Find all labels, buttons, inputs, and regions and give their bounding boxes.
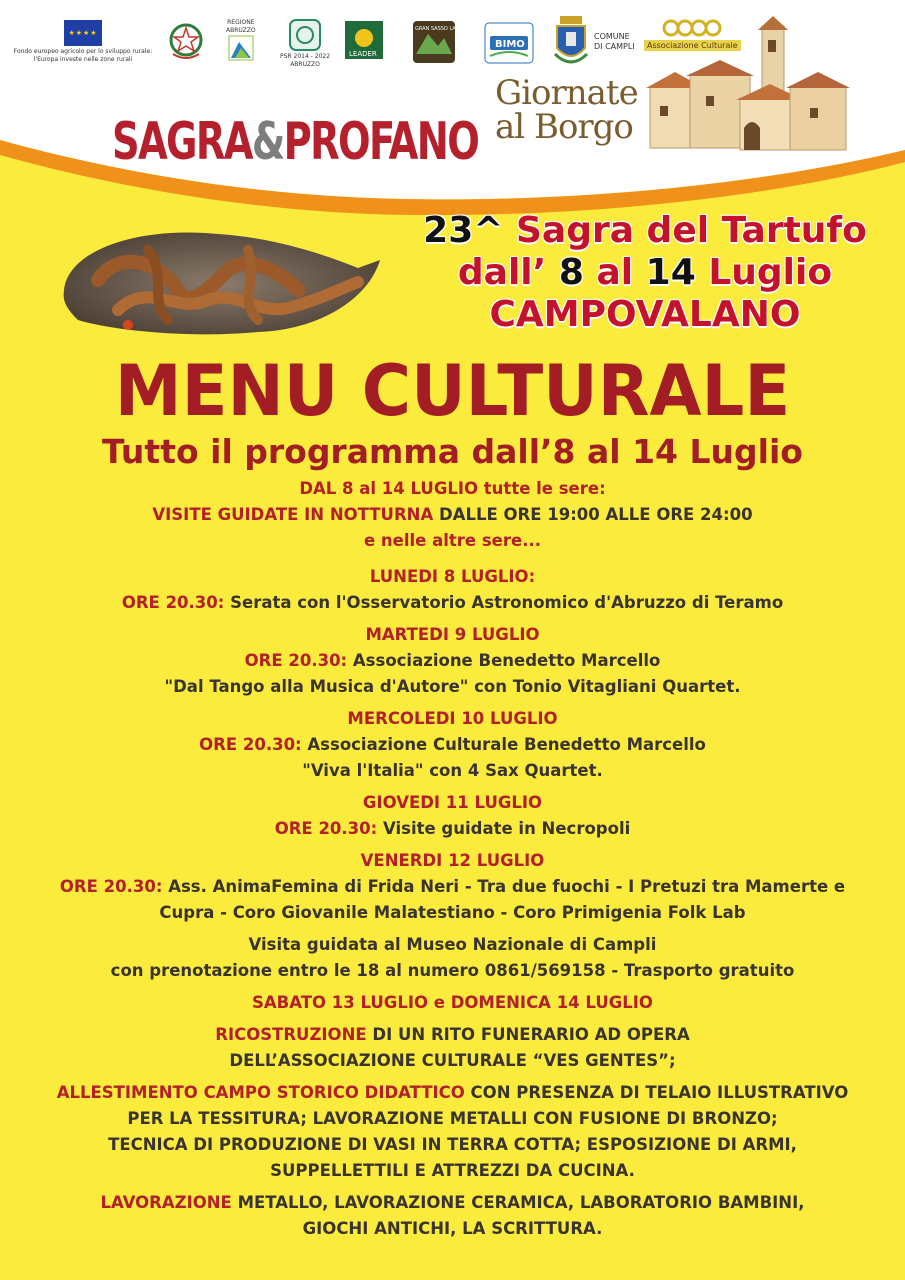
day-heading: VENERDI 12 LUGLIO xyxy=(360,851,545,870)
lavorazione-line: GIOCHI ANTICHI, LA SCRITTURA. xyxy=(302,1219,603,1238)
eu-caption: Fondo europeo agricolo per lo sviluppo rurale: l'Europa investe nelle zone rurali xyxy=(13,48,153,63)
weekend-heading: SABATO 13 LUGLIO e DOMENICA 14 LUGLIO xyxy=(252,993,653,1012)
svg-text:GRAN SASSO LAGA: GRAN SASSO LAGA xyxy=(415,26,463,32)
event-headline xyxy=(410,210,880,336)
day-event-line: ORE 20.30: Associazione Culturale Benedetto Marcello xyxy=(199,735,706,754)
psr-logo: PSR 2014 - 2022 ABRUZZO xyxy=(280,18,330,68)
day-event-line: ORE 20.30: Associazione Benedetto Marcello xyxy=(244,651,661,670)
bimo-logo xyxy=(484,22,534,64)
intro-visits-line: VISITE GUIDATE IN NOTTURNA DALLE ORE 19:00 ALLE ORE 24:00 xyxy=(152,505,753,524)
leader-logo xyxy=(344,20,384,60)
bimo-logo-icon xyxy=(484,22,534,64)
allestimento-line: ALLESTIMENTO CAMPO STORICO DIDATTICO CON PRESENZA DI TELAIO ILLUSTRATIVO xyxy=(56,1083,849,1102)
regione-abruzzo-logo: REGIONE ABRUZZO xyxy=(226,18,256,62)
menu-culturale-title: MENU CULTURALE xyxy=(114,350,791,432)
campli-logo: COMUNE DI CAMPLI xyxy=(552,14,635,68)
svg-text:BIMO: BIMO xyxy=(495,39,525,50)
museo-line: Visita guidata al Museo Nazionale di Campli xyxy=(248,935,657,954)
day-event-line: ORE 20.30: Visite guidate in Necropoli xyxy=(274,819,631,838)
day-heading: MARTEDI 9 LUGLIO xyxy=(365,625,540,644)
day-heading: LUNEDI 8 LUGLIO: xyxy=(369,567,536,586)
allestimento-line: SUPPELLETTILI E ATTREZZI DA CUCINA. xyxy=(270,1161,635,1180)
eu-flag-icon: ★★★★ xyxy=(64,20,102,46)
day-event-line: Cupra - Coro Giovanile Malatestiano - Coro Primigenia Folk Lab xyxy=(159,903,746,922)
allestimento-line: TECNICA DI PRODUZIONE DI VASI IN TERRA COTTA; ESPOSIZIONE DI ARMI, xyxy=(108,1135,797,1154)
lavorazione-line: LAVORAZIONE METALLO, LAVORAZIONE CERAMICA, LABORATORIO BAMBINI, xyxy=(100,1193,805,1212)
italian-republic-emblem-icon xyxy=(168,20,204,62)
day-event-line: "Viva l'Italia" con 4 Sax Quartet. xyxy=(302,761,603,780)
associazione-culturale-logo: Associazione Culturale xyxy=(644,16,741,51)
leader-logo-icon xyxy=(344,20,384,60)
event-dates-line: dall’ 8 al 14 Luglio xyxy=(457,252,833,293)
museo-booking-line: con prenotazione entro le 18 al numero 0861/569158 - Trasporto gratuito xyxy=(110,961,795,980)
day-event-line: ORE 20.30: Serata con l'Osservatorio Astronomico d'Abruzzo di Teramo xyxy=(121,593,784,612)
allestimento-line: PER LA TESSITURA; LAVORAZIONE METALLI CON FUSIONE DI BRONZO; xyxy=(127,1109,778,1128)
event-location: CAMPOVALANO xyxy=(489,294,801,335)
truffle-image xyxy=(58,220,388,340)
giornate-al-borgo-logo: Giornate al Borgo xyxy=(495,73,638,147)
borgo-village-illustration xyxy=(640,16,860,156)
day-event-line: ORE 20.30: Ass. AnimaFemina di Frida Neri - Tra due fuochi - I Pretuzi tra Mamerte e xyxy=(59,877,846,896)
ricostruzione-line: RICOSTRUZIONE DI UN RITO FUNERARIO AD OPERA xyxy=(215,1025,690,1044)
intro-line: DAL 8 al 14 LUGLIO tutte le sere: xyxy=(299,479,606,498)
intro-other-nights: e nelle altre sere... xyxy=(363,531,541,550)
program-section xyxy=(20,476,885,1242)
sagra-profano-logo: SAGRA&PROFANO xyxy=(112,112,479,172)
day-event-line: "Dal Tango alla Musica d'Autore" con Tonio Vitagliani Quartet. xyxy=(164,677,741,696)
day-heading: GIOVEDI 11 LUGLIO xyxy=(362,793,543,812)
svg-text:LEADER: LEADER xyxy=(349,50,377,58)
menu-subtitle: Tutto il programma dall’8 al 14 Luglio xyxy=(102,432,803,471)
day-heading: MERCOLEDI 10 LUGLIO xyxy=(347,709,558,728)
psr-logo-icon xyxy=(288,18,322,52)
gran-sasso-laga-logo xyxy=(412,20,463,64)
gran-sasso-laga-logo-icon xyxy=(412,20,463,64)
campli-coat-of-arms-icon xyxy=(552,14,590,68)
event-title-line: 23^ Sagra del Tartufo xyxy=(423,210,867,251)
regione-abruzzo-logo-icon xyxy=(227,34,255,62)
eu-logo xyxy=(8,20,158,64)
ricostruzione-line: DELL’ASSOCIAZIONE CULTURALE “VES GENTES”; xyxy=(229,1051,676,1070)
